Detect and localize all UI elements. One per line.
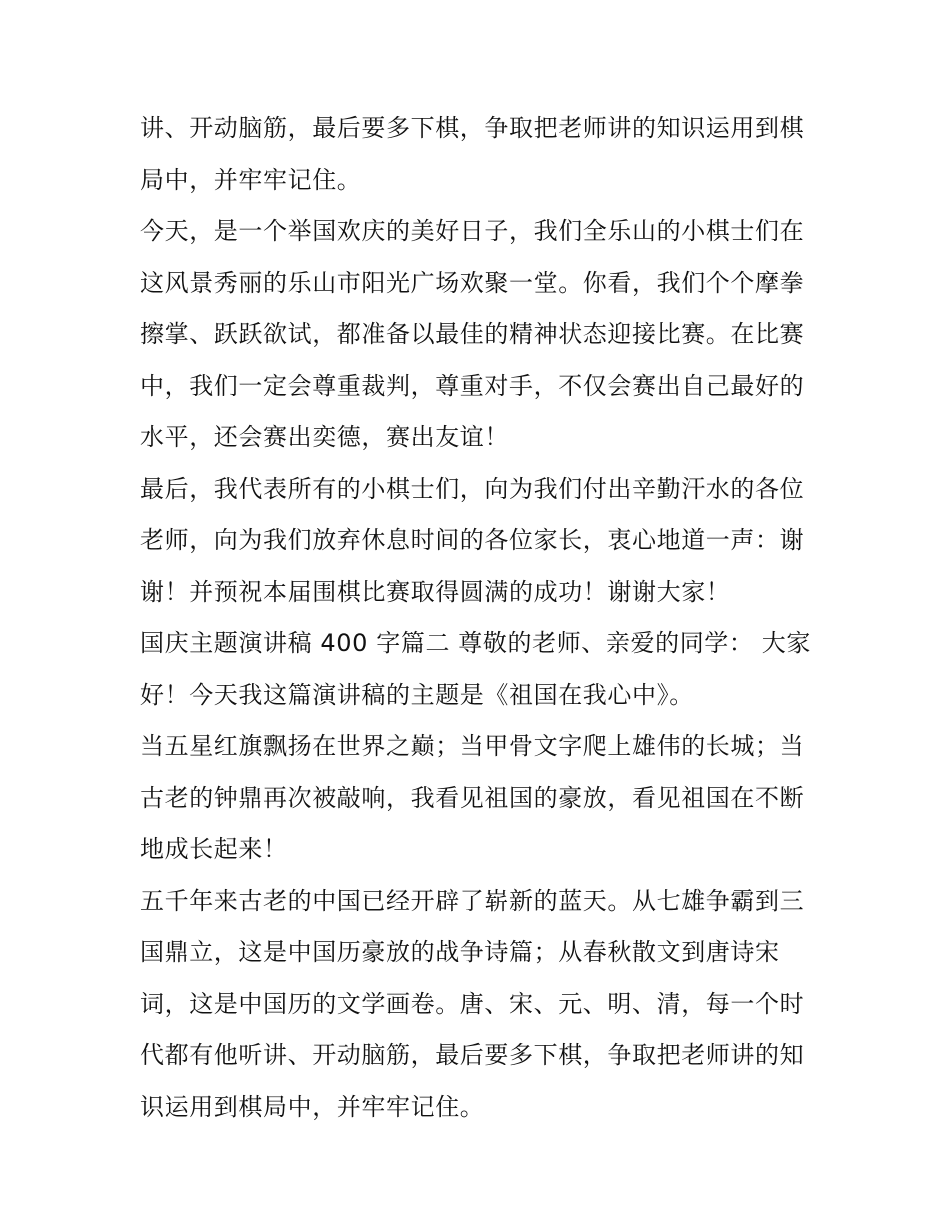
text-line: 国庆主题演讲稿 400 字篇二 尊敬的老师、亲爱的同学： 大家 bbox=[140, 629, 811, 657]
text-line: 代都有他听讲、开动脑筋，最后要多下棋，争取把老师讲的知 bbox=[140, 1041, 805, 1069]
text-line: 讲、开动脑筋，最后要多下棋，争取把老师讲的知识运用到棋 bbox=[140, 114, 805, 142]
text-line: 识运用到棋局中，并牢牢记住。 bbox=[140, 1092, 485, 1121]
text-line: 当五星红旗飘扬在世界之巅；当甲骨文字爬上雄伟的长城；当 bbox=[140, 732, 805, 760]
text-line: 水平，还会赛出奕德，赛出友谊！ bbox=[140, 423, 509, 451]
text-line: 最后，我代表所有的小棋士们，向为我们付出辛勤汗水的各位 bbox=[140, 474, 805, 503]
text-line: 擦掌、跃跃欲试，都准备以最佳的精神状态迎接比赛。在比赛 bbox=[140, 320, 805, 348]
text-line: 地成长起来！ bbox=[140, 835, 288, 863]
text-line: 五千年来古老的中国已经开辟了崭新的蓝天。从七雄争霸到三 bbox=[140, 886, 805, 915]
text-line: 谢！并预祝本届围棋比赛取得圆满的成功！谢谢大家！ bbox=[140, 577, 731, 606]
text-line: 词，这是中国历的文学画卷。唐、宋、元、明、清，每一个时 bbox=[140, 989, 805, 1018]
text-line: 好！今天我这篇演讲稿的主题是《祖国在我心中》。 bbox=[140, 680, 694, 709]
text-line: 今天，是一个举国欢庆的美好日子，我们全乐山的小棋士们在 bbox=[140, 217, 805, 245]
text-line: 这风景秀丽的乐山市阳光广场欢聚一堂。你看，我们个个摩拳 bbox=[140, 268, 805, 297]
document-body bbox=[140, 103, 820, 1133]
text-line: 国鼎立，这是中国历豪放的战争诗篇；从春秋散文到唐诗宋 bbox=[140, 938, 780, 966]
text-line: 老师，向为我们放弃休息时间的各位家长，衷心地道一声：谢 bbox=[140, 526, 805, 554]
text-line: 中，我们一定会尊重裁判，尊重对手，不仅会赛出自己最好的 bbox=[140, 371, 805, 400]
text-line: 局中，并牢牢记住。 bbox=[140, 165, 362, 194]
text-line: 古老的钟鼎再次被敲响，我看见祖国的豪放，看见祖国在不断 bbox=[140, 783, 805, 812]
